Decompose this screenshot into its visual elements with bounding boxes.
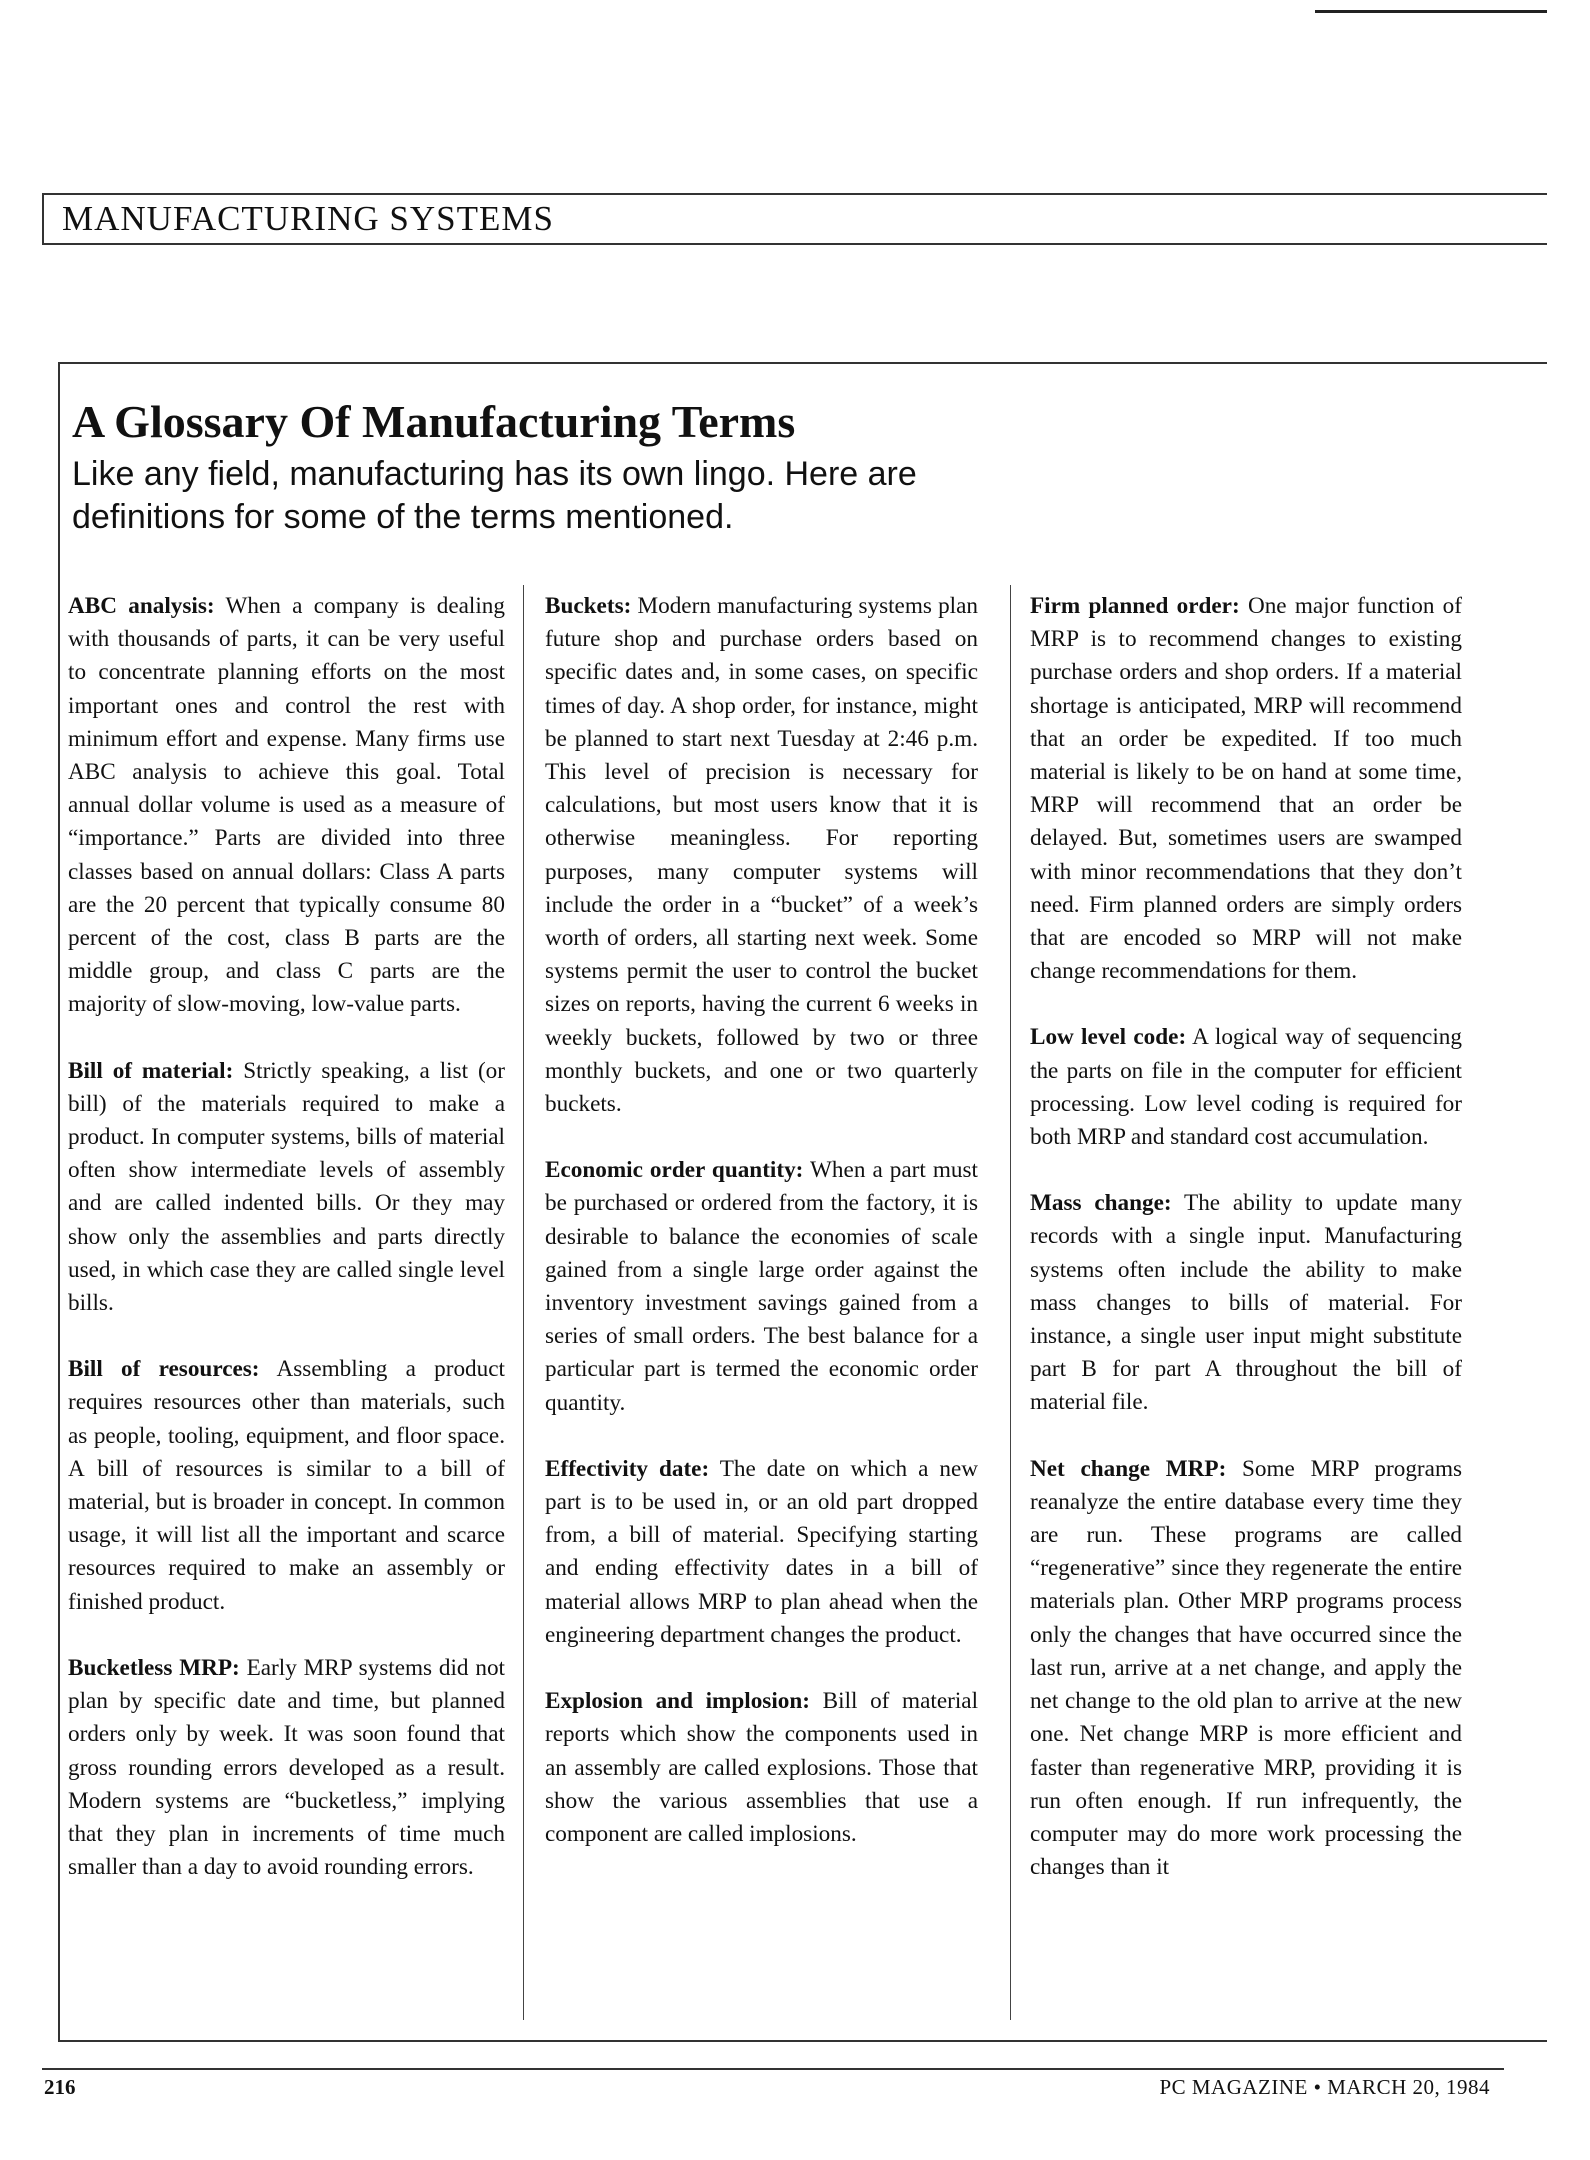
glossary-definition: Strictly speaking, a list (or bill) of the materials required to make a product. In computer systems, bills of material often show intermediate levels of assembly and are called indented bills. Or they may show only the assemblies and parts directly used, in which case they are called single level bills. (68, 1057, 505, 1317)
glossary-term: Bill of resources: (68, 1356, 260, 1383)
glossary-definition: A logical way of sequencing the parts on file in the computer for efficient processing. Low level coding is required for both MRP and standard cost accumulation. (1030, 1024, 1462, 1151)
glossary-definition: Modern manufacturing systems plan future shop and purchase orders based on specific dates and, in some cases, on specific times of day. A shop order, for instance, might be planned to start next Tuesday at 2:46 p.m. This level of precision is necessary for calculations, but most users know that it is otherwise meaningless. For reporting purposes, many computer systems will include the order in a “bucket” of a week’s worth of orders, all starting next week. Some systems permit the user to control the bucket sizes on reports, having the current 6 weeks in weekly buckets, followed by two or three monthly buckets, and one or two quarterly buckets. (545, 593, 979, 1118)
header-left-rule (42, 193, 44, 245)
glossary-entry (68, 1652, 505, 1884)
glossary-term: Effectivity date: (545, 1455, 710, 1482)
glossary-definition: Assembling a product requires resources other than materials, such as people, tooling, equipment, and floor space. A bill of resources is similar to a bill of material, but is broader in concept. In common usage, it will list all the important and scarce resources required to make an assembly or finished product. (68, 1356, 505, 1615)
footer-rule (42, 2068, 1504, 2070)
glossary-entry (68, 1055, 505, 1321)
glossary-definition: When a part must be purchased or ordered from the factory, it is desirable to balance the economies of scale gained from a single large order against the inventory investment savings gained from a series of small orders. The best balance for a particular part is termed the economic order quantity. (545, 1157, 978, 1416)
glossary-entry (545, 590, 978, 1121)
article-subtitle: Like any field, manufacturing has its own lingo. Here are definitions for some of the terms mentioned. (72, 455, 917, 536)
glossary-term: ABC analysis: (68, 593, 215, 619)
glossary-column-1 (68, 590, 505, 1917)
top-corner-rule (1315, 10, 1547, 13)
glossary-definition: The date on which a new part is to be used in, or an old part dropped from, a bill of material. Specifying starting and ending effectivity dates in a bill of material allows MRP to plan ahead when the engineering department changes the product. (545, 1455, 978, 1648)
glossary-column-3 (1030, 590, 1462, 1917)
glossary-entry (68, 590, 505, 1022)
glossary-column-2 (545, 590, 978, 1884)
glossary-definition: When a company is dealing with thousands of parts, it can be very useful to concentrate planning efforts on the most important ones and control the rest with minimum effort and expense. Many firms use ABC analysis to achieve this goal. Total annual dollar volume is used as a measure of “importance.” Parts are divided into three classes based on annual dollars: Class A parts are the 20 percent that typically consume 80 percent of the cost, class B parts are the middle group, and class C parts are the majority of slow-moving, low-value parts. (68, 593, 505, 1018)
glossary-entry (1030, 1187, 1462, 1419)
glossary-term: Low level code: (1030, 1024, 1187, 1051)
article-title: A Glossary Of Manufacturing Terms (72, 396, 796, 447)
glossary-term: Bucketless MRP: (68, 1654, 240, 1681)
glossary-definition: Early MRP systems did not plan by specific date and time, but planned orders only by week. It was soon found that gross rounding errors developed as a result. Modern systems are “bucketless,” implying that they plan in increments of time much smaller than a day to avoid rounding errors. (68, 1654, 505, 1881)
glossary-entry (545, 1453, 978, 1652)
column-divider (523, 585, 524, 2020)
glossary-definition: Some MRP programs reanalyze the entire database every time they are run. These programs are called “regenerative” since they regenerate the entire materials plan. Other MRP programs process only the changes that have occurred since the last run, arrive at a net change, and apply the net change to the old plan to arrive at the new one. Net change MRP is more efficient and faster than regenerative MRP, providing it is run often enough. If run infrequently, the computer may do more work processing the changes than it (1030, 1455, 1462, 1881)
glossary-definition: One major function of MRP is to recommend changes to existing purchase orders and shop orders. If a material shortage is anticipated, MRP will recommend that an order be expedited. If too much material is likely to be on hand at some time, MRP will recommend that an order be delayed. But, sometimes users are swamped with minor recommendations that they don’t need. Firm planned orders are simply orders that are encoded so MRP will not make change recommendations for them. (1030, 593, 1462, 985)
header-rule-top (42, 193, 1547, 195)
header-rule-bottom (42, 243, 1547, 245)
publication-footer: PC MAGAZINE • MARCH 20, 1984 (1159, 2075, 1490, 2099)
glossary-term: Firm planned order: (1030, 593, 1240, 619)
glossary-definition: The ability to update many records with a single input. Manufacturing systems often include the ability to make mass changes to bills of material. For instance, a single user input might substitute part B for part A throughout the bill of material file. (1030, 1190, 1462, 1416)
glossary-entry (545, 1154, 978, 1420)
glossary-term: Economic order quantity: (545, 1157, 804, 1184)
glossary-term: Bill of material: (68, 1057, 234, 1084)
glossary-term: Buckets: (545, 593, 632, 619)
glossary-entry (545, 1685, 978, 1851)
glossary-entry (1030, 590, 1462, 988)
glossary-term: Net change MRP: (1030, 1455, 1227, 1482)
column-divider (1010, 585, 1011, 2020)
glossary-term: Explosion and implosion: (545, 1688, 810, 1715)
page-number: 216 (44, 2075, 76, 2099)
section-header: MANUFACTURING SYSTEMS (62, 199, 554, 238)
glossary-entry (1030, 1021, 1462, 1154)
glossary-term: Mass change: (1030, 1190, 1172, 1217)
glossary-definition: Bill of material reports which show the components used in an assembly are called explosions. Those that show the various assemblies that use a component are called implosions. (545, 1688, 979, 1847)
glossary-entry (68, 1353, 505, 1619)
glossary-entry (1030, 1453, 1462, 1885)
